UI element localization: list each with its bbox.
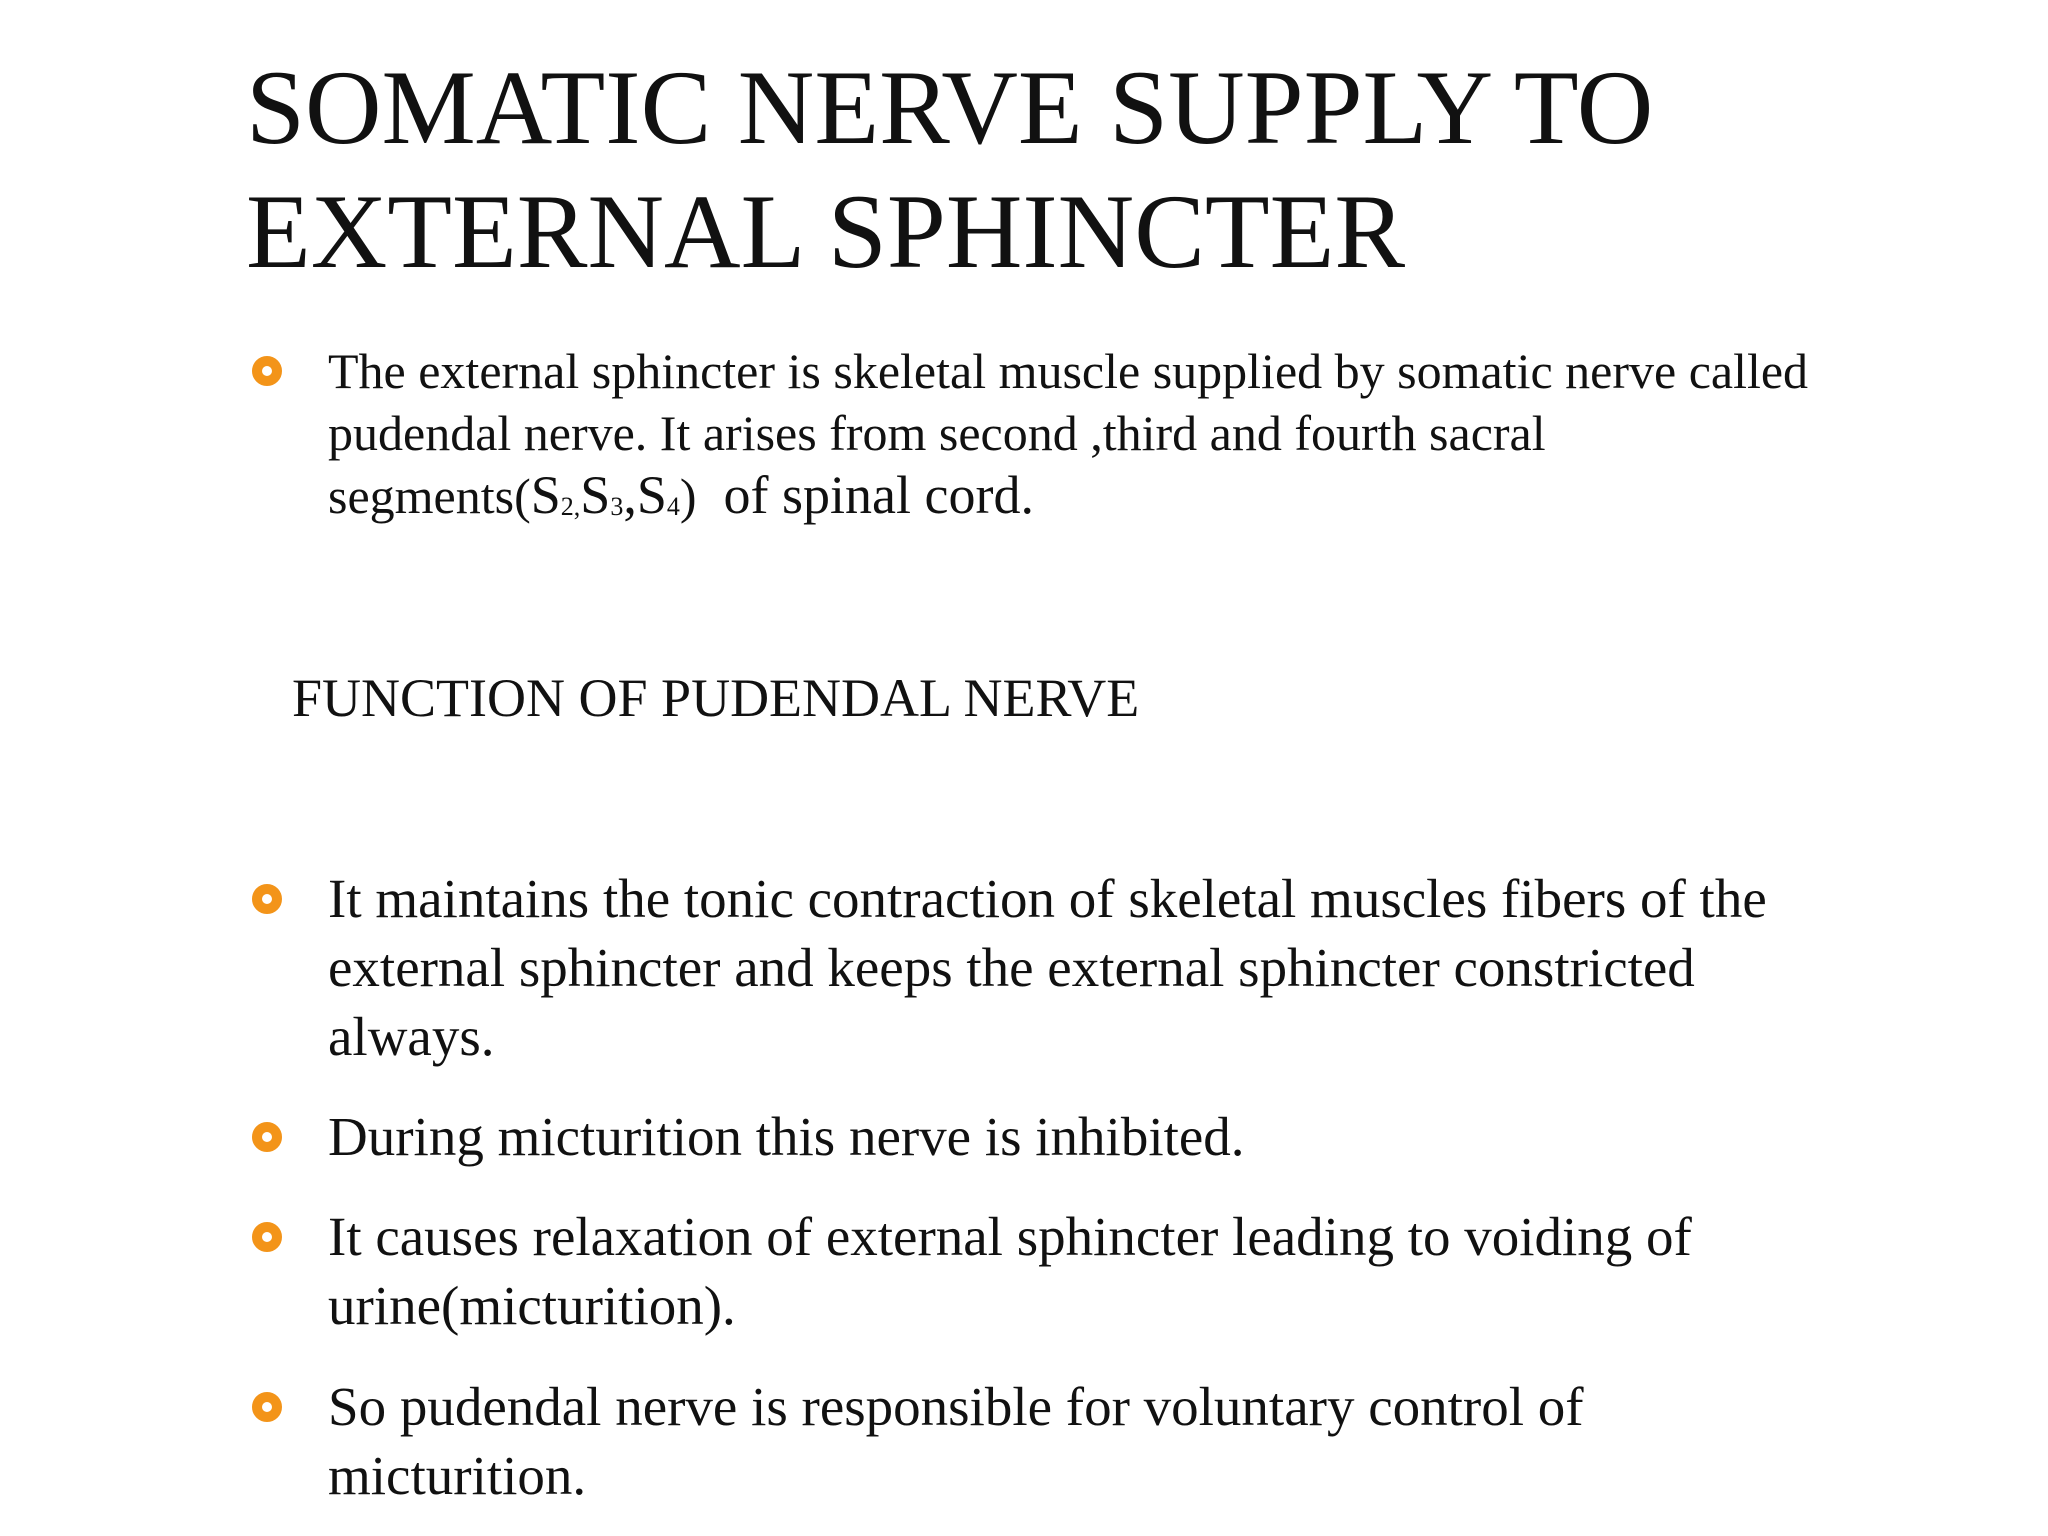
- hollow-circle-icon: [252, 1122, 282, 1152]
- hollow-circle-icon: [252, 1392, 282, 1422]
- intro-bullet-text: The external sphincter is skeletal muscle supplied by somatic nerve called pudendal nerve. It arises from second ,third and fourth sacral $segments(S_{2,}S_3,S_4)$ of spinal cord.: [328, 343, 1809, 525]
- function-bullet-text: It causes relaxation of external sphincter leading to voiding of urine(micturition).: [328, 1206, 1692, 1336]
- section-heading: FUNCTION OF PUDENDAL NERVE: [292, 668, 1140, 728]
- title-line-1: SOMATIC NERVE SUPPLY TO: [246, 49, 1654, 166]
- function-bullet-text: It maintains the tonic contraction of skeletal muscles fibers of the external sphincter and keeps the external sphincter constricted always.: [328, 868, 1767, 1067]
- hollow-circle-icon: [252, 1222, 282, 1252]
- title-line-2: EXTERNAL SPHINCTER: [246, 173, 1406, 290]
- hollow-circle-icon: [252, 356, 282, 386]
- function-bullet-text: During micturition this nerve is inhibited.: [328, 1106, 1245, 1167]
- slide-title: [246, 46, 1946, 294]
- hollow-circle-icon: [252, 884, 282, 914]
- function-bullet-text: So pudendal nerve is responsible for voluntary control of micturition.: [328, 1376, 1584, 1506]
